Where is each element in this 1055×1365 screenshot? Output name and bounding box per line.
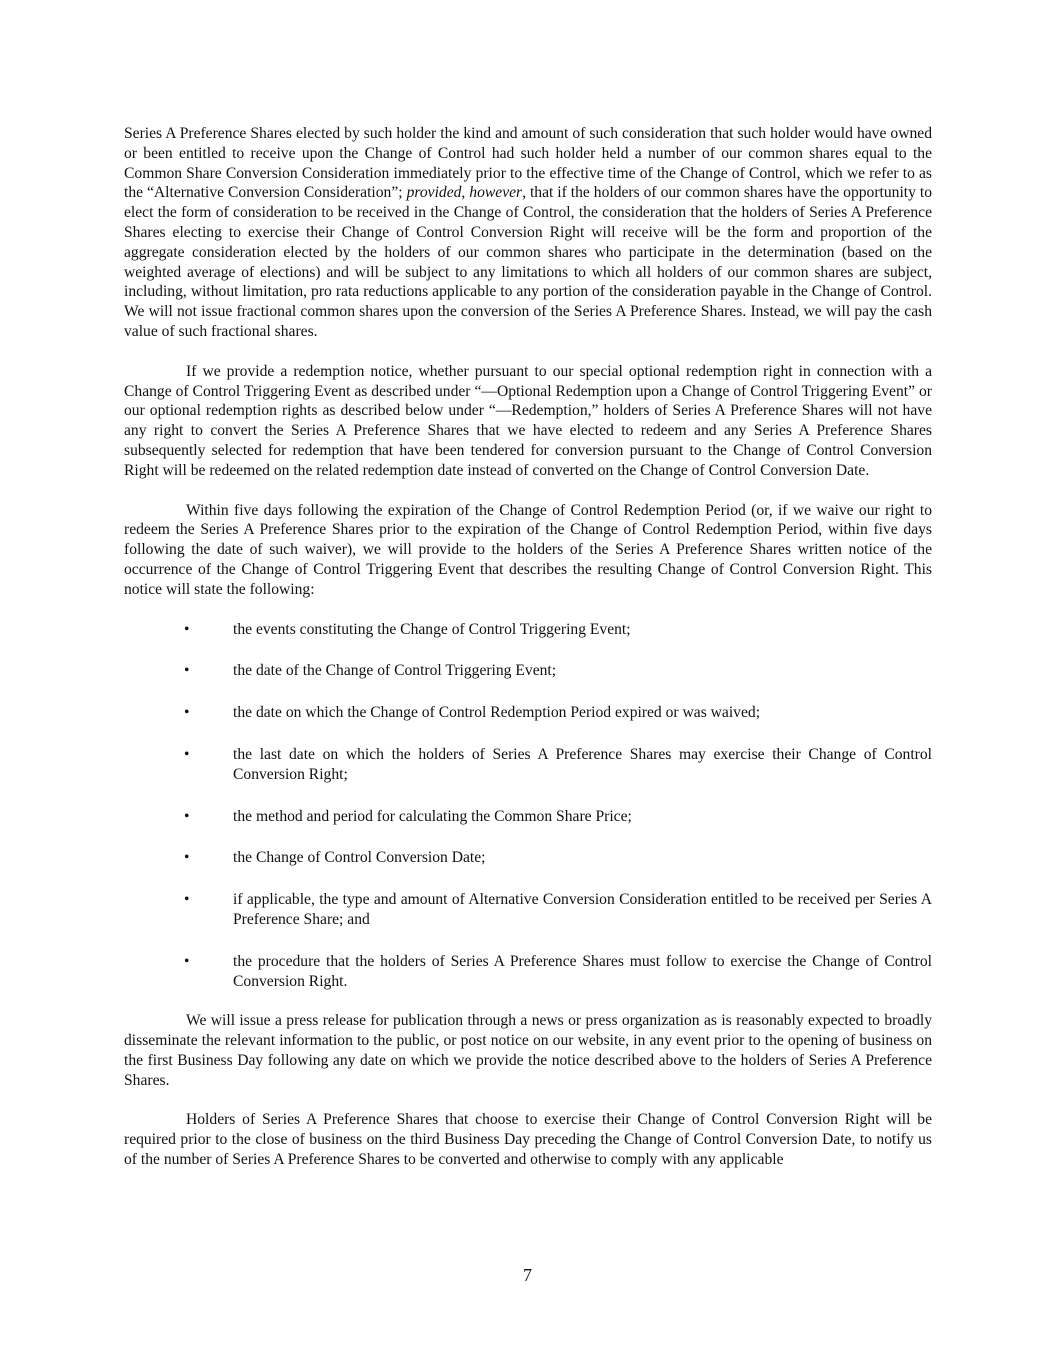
list-item-text: if applicable, the type and amount of Alternative Conversion Consideration entitled to be received per Series A Preference Share; and [233, 891, 932, 928]
bullet-icon: • [184, 952, 190, 970]
list-item [124, 703, 932, 723]
italic-however: however [469, 184, 523, 202]
list-item [124, 620, 932, 640]
bullet-icon: • [184, 807, 190, 825]
notice-contents-list [124, 620, 932, 992]
list-item-text: the date of the Change of Control Triggering Event; [233, 662, 557, 680]
bullet-icon: • [184, 891, 190, 909]
list-item [124, 661, 932, 681]
paragraph-text: Series A Preference Shares elected by such holder the kind and amount of such consideration that such holder would have owned or been entitled to receive upon the Change of Control had such holder held a number of our common shares equal to the Common Share Conversion Consideration immediately prior to the effective time of the Change of Control, which we refer to as the “Alternative Conversion Consideration”; [124, 125, 932, 202]
document-page [124, 124, 932, 1190]
list-item-text: the events constituting the Change of Control Triggering Event; [233, 620, 631, 638]
bullet-icon: • [184, 745, 190, 763]
bullet-icon: • [184, 620, 190, 638]
paragraph-alternative-conversion [124, 124, 932, 342]
list-item-text: the method and period for calculating the Common Share Price; [233, 807, 632, 825]
list-item [124, 745, 932, 785]
paragraph-press-release: We will issue a press release for publication through a news or press organization as is reasonably expected to broadly disseminate the relevant information to the public, or post notice on our website, in any event prior to the opening of business on the first Business Day following any date on which we provide the notice described above to the holders of Series A Preference Shares. [124, 1012, 932, 1089]
list-item [124, 890, 932, 930]
bullet-icon: • [184, 849, 190, 867]
list-item-text: the Change of Control Conversion Date; [233, 849, 486, 867]
paragraph-text: , that if the holders of our common shares have the opportunity to elect the form of consideration to be received in the Change of Control, the consideration that the holders of Series A Preference Shares electing to exercise their Change of Control Conversion Right will receive will be the form and proportion of the aggregate consideration elected by the holders of our common shares who participate in the determination (based on the weighted average of elections) and will be subject to any limitations to which all holders of our common shares are subject, including, without limitation, pro rata reductions applicable to any portion of the consideration payable in the Change of Control. We will not issue fractional common shares upon the conversion of the Series A Preference Shares. Instead, we will pay the cash value of such fractional shares. [124, 184, 932, 340]
list-item [124, 848, 932, 868]
list-item [124, 952, 932, 992]
italic-provided: provided [406, 184, 462, 202]
page-number: 7 [523, 1265, 532, 1285]
list-item-text: the last date on which the holders of Series A Preference Shares may exercise their Change of Control Conversion Right; [233, 745, 932, 783]
paragraph-written-notice: Within five days following the expiration of the Change of Control Redemption Period (or, if we waive our right to redeem the Series A Preference Shares prior to the expiration of the Change of Control Redemption Period, within five days following the date of such waiver), we will provide to the holders of the Series A Preference Shares written notice of the occurrence of the Change of Control Triggering Event that describes the resulting Change of Control Conversion Right. This notice will state the following: [124, 501, 932, 598]
list-item-text: the date on which the Change of Control Redemption Period expired or was waived; [233, 704, 761, 722]
paragraph-redemption-notice: If we provide a redemption notice, whether pursuant to our special optional redemption right in connection with a Change of Control Triggering Event as described under “—Optional Redemption upon a Change of Control Triggering Event” or our optional redemption rights as described below under “—Redemption,” holders of Series A Preference Shares will not have any right to convert the Series A Preference Shares that we have elected to redeem and any Series A Preference Shares subsequently selected for redemption that have been tendered for conversion pursuant to the Change of Control Conversion Right will be redeemed on the related redemption date instead of converted on the Change of Control Conversion Date. [124, 362, 932, 479]
list-item [124, 807, 932, 827]
paragraph-text: , [461, 184, 470, 202]
bullet-icon: • [184, 704, 190, 722]
bullet-icon: • [184, 662, 190, 680]
paragraph-holders-notify: Holders of Series A Preference Shares that choose to exercise their Change of Control Conversion Right will be required prior to the close of business on the third Business Day preceding the Change of Control Conversion Date, to notify us of the number of Series A Preference Shares to be converted and otherwise to comply with any applicable [124, 1111, 932, 1169]
list-item-text: the procedure that the holders of Series A Preference Shares must follow to exercise the Change of Control Conversion Right. [233, 952, 932, 990]
